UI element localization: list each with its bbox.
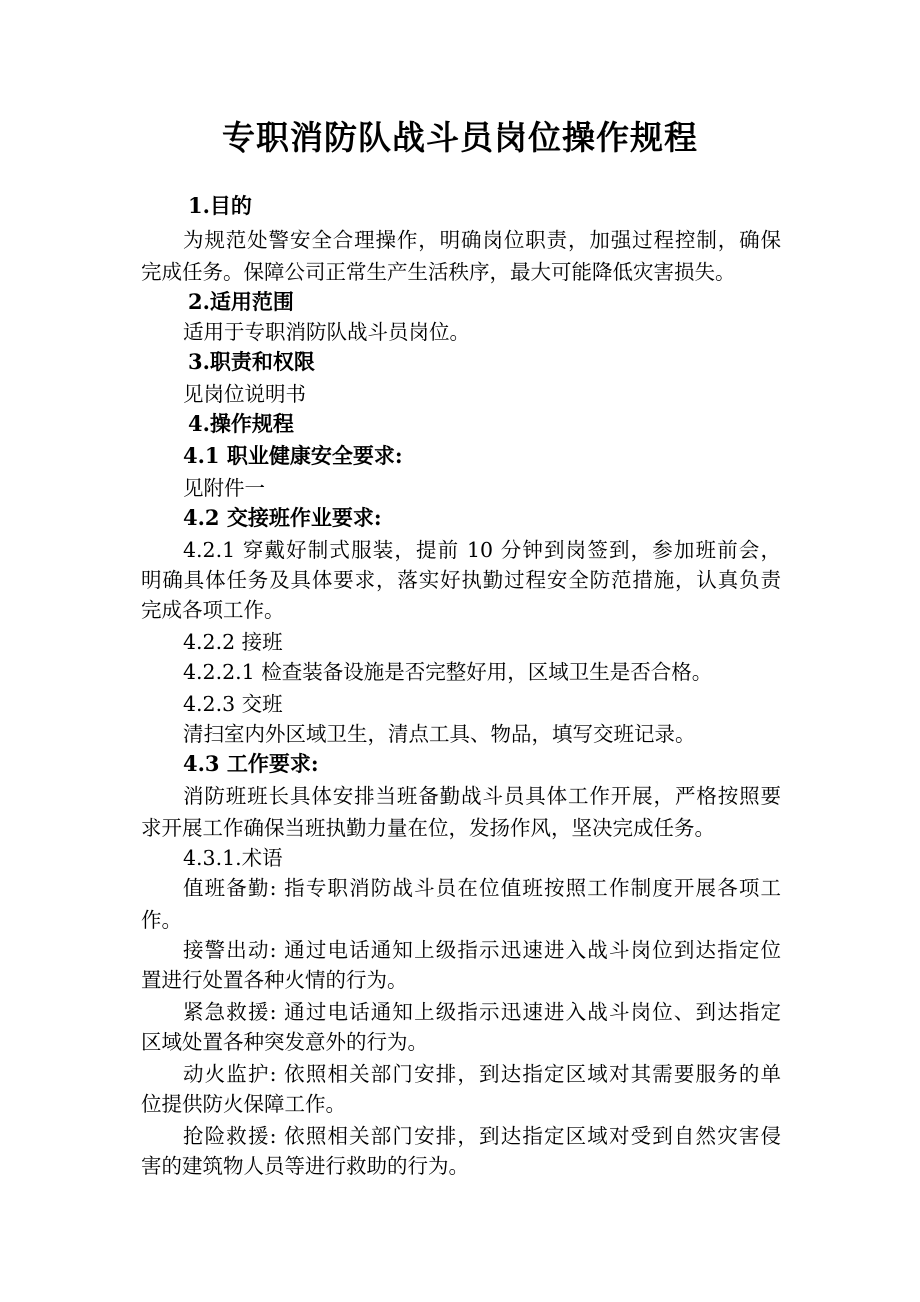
paragraph-line: 见附件一 — [183, 476, 265, 500]
document-title: 专职消防队战斗员岗位操作规程 — [222, 118, 698, 157]
paragraph-line: 适用于专职消防队战斗员岗位。 — [183, 320, 470, 344]
term-definition-line: 抢险救援: 依照相关部门安排，到达指定区域对受到自然灾害侵 — [183, 1124, 781, 1148]
section-heading-scope: 2.适用范围 — [188, 289, 294, 314]
term-definition-line: 动火监护: 依照相关部门安排，到达指定区域对其需要服务的单 — [183, 1062, 781, 1086]
paragraph-line: 4.2.2.1 检查装备设施是否完整好用，区域卫生是否合格。 — [183, 660, 713, 684]
paragraph-line: 4.2.1 穿戴好制式服装，提前 10 分钟到岗签到，参加班前会， — [183, 538, 781, 562]
subsection-heading-shift-handover: 4.2 交接班作业要求: — [183, 505, 382, 530]
term-definition-line: 作。 — [141, 908, 182, 932]
term-definition-line: 紧急救援: 通过电话通知上级指示迅速进入战斗岗位、到达指定 — [183, 1000, 781, 1024]
section-heading-purpose: 1.目的 — [188, 193, 252, 218]
paragraph-line: 见岗位说明书 — [183, 382, 306, 406]
paragraph-line: 清扫室内外区域卫生，清点工具、物品，填写交班记录。 — [183, 722, 696, 746]
term-definition-line: 区域处置各种突发意外的行为。 — [141, 1030, 428, 1054]
section-heading-duties: 3.职责和权限 — [188, 349, 315, 374]
subsection-heading-health-safety: 4.1 职业健康安全要求: — [183, 443, 403, 468]
term-definition-line: 置进行处置各种火情的行为。 — [141, 968, 408, 992]
section-heading-procedure: 4.操作规程 — [188, 411, 294, 436]
term-definition-line: 害的建筑物人员等进行救助的行为。 — [141, 1154, 469, 1178]
paragraph-line: 完成各项工作。 — [141, 598, 285, 622]
term-definition-line: 值班备勤: 指专职消防战斗员在位值班按照工作制度开展各项工 — [183, 876, 781, 900]
term-definition-line: 接警出动: 通过电话通知上级指示迅速进入战斗岗位到达指定位 — [183, 938, 781, 962]
paragraph-line: 明确具体任务及具体要求，落实好执勤过程安全防范措施，认真负责 — [141, 568, 781, 592]
term-definition-line: 位提供防火保障工作。 — [141, 1092, 346, 1116]
paragraph-line: 4.2.3 交班 — [183, 692, 283, 716]
paragraph-line: 4.2.2 接班 — [183, 630, 283, 654]
paragraph-line: 消防班班长具体安排当班备勤战斗员具体工作开展，严格按照要 — [183, 784, 781, 808]
paragraph-line: 完成任务。保障公司正常生产生活秩序，最大可能降低灾害损失。 — [141, 260, 736, 284]
subsection-heading-work-requirements: 4.3 工作要求: — [183, 751, 319, 776]
paragraph-line: 为规范处警安全合理操作，明确岗位职责，加强过程控制，确保 — [183, 228, 781, 252]
paragraph-line: 4.3.1.术语 — [183, 846, 283, 870]
paragraph-line: 求开展工作确保当班执勤力量在位，发扬作风，坚决完成任务。 — [141, 816, 715, 840]
